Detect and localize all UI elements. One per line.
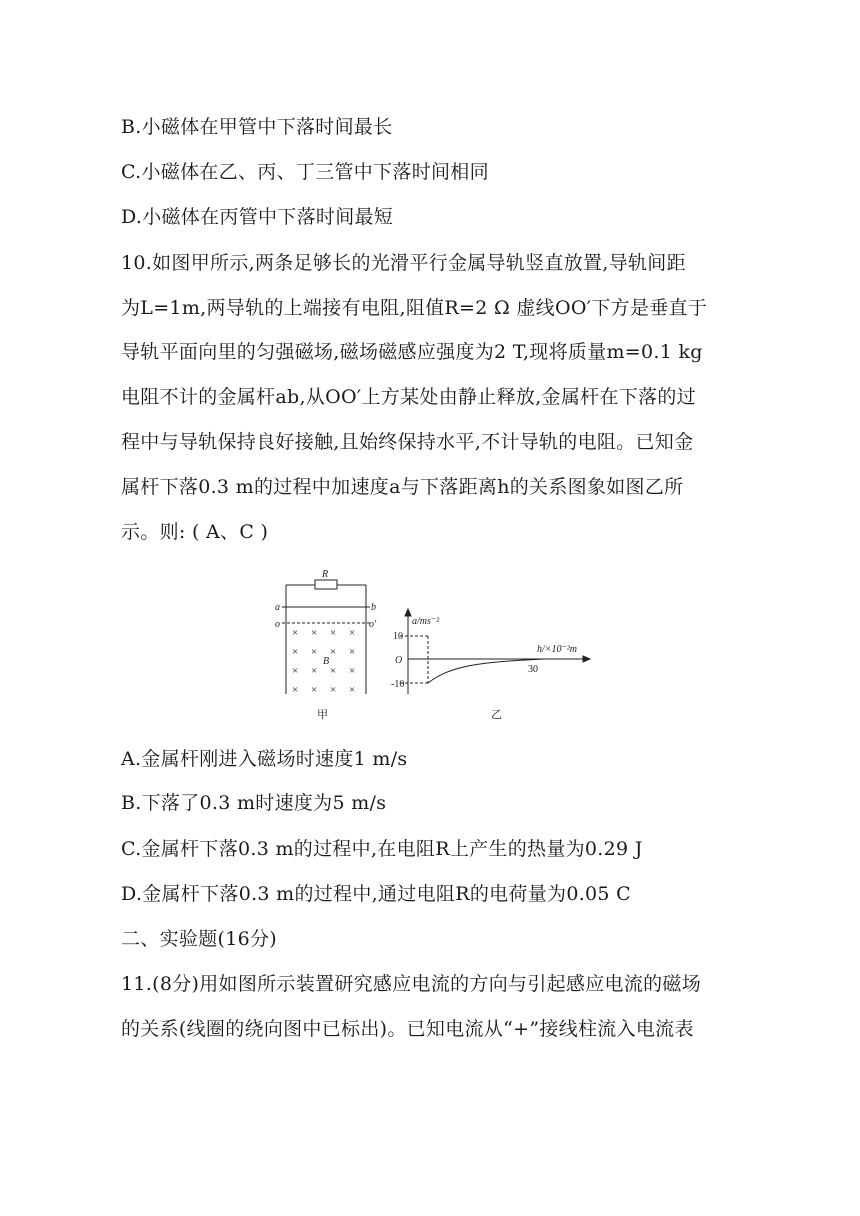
question-11-line-2: 的关系(线圈的绕向图中已标出)。已知电流从“+”接线柱流入电流表 — [121, 1018, 694, 1040]
field-cross: × — [311, 665, 318, 677]
question-10-line-6: 属杆下落0.3 m的过程中加速度a与下落距离h的关系图象如图乙所 — [121, 476, 684, 498]
option-b-q10: B.下落了0.3 m时速度为5 m/s — [121, 792, 387, 814]
caption-yi: 乙 — [491, 709, 502, 721]
section-2-heading: 二、实验题(16分) — [121, 928, 278, 950]
field-cross: × — [330, 627, 337, 639]
x-axis-label: h/×10⁻²m — [537, 644, 578, 655]
field-cross: × — [330, 684, 337, 696]
x-tick-30: 30 — [528, 664, 538, 675]
question-10-line-2: 为L=1m,两导轨的上端接有电阻,阻值R=2 Ω 虚线OO′下方是垂直于 — [121, 297, 708, 319]
label-B: B — [323, 656, 330, 667]
option-c-q9: C.小磁体在乙、丙、丁三管中下落时间相同 — [121, 161, 489, 183]
field-cross: × — [330, 646, 337, 658]
field-cross: × — [292, 646, 299, 658]
field-cross: × — [311, 684, 318, 696]
question-10-line-5: 程中与导轨保持良好接触,且始终保持水平,不计导轨的电阻。已知金 — [121, 431, 694, 453]
question-10-line-1: 10.如图甲所示,两条足够长的光滑平行金属导轨竖直放置,导轨间距 — [121, 252, 686, 274]
question-11-line-1: 11.(8分)用如图所示装置研究感应电流的方向与引起感应电流的磁场 — [121, 973, 702, 995]
question-10-line-7: 示。则: ( A、C ) — [121, 521, 269, 543]
y-tick-10: 10 — [393, 631, 403, 642]
question-10-line-3: 导轨平面向里的匀强磁场,磁场磁感应强度为2 T,现将质量m=0.1 kg — [121, 341, 703, 363]
label-o-prime: o′ — [369, 619, 377, 630]
label-a: a — [275, 602, 280, 613]
field-cross: × — [330, 665, 337, 677]
y-axis-label: a/ms⁻² — [412, 616, 440, 627]
question-10-figure — [270, 560, 600, 725]
field-cross: × — [311, 627, 318, 639]
field-cross: × — [349, 627, 356, 639]
question-10-line-4: 电阻不计的金属杆ab,从OO′上方某处由静止释放,金属杆在下落的过 — [121, 386, 696, 408]
field-cross: × — [311, 646, 318, 658]
option-d-q9: D.小磁体在丙管中下落时间最短 — [121, 206, 394, 228]
field-cross: × — [349, 665, 356, 677]
field-cross: × — [349, 684, 356, 696]
resistor — [315, 580, 337, 589]
field-cross: × — [292, 684, 299, 696]
label-b: b — [371, 602, 376, 613]
caption-jia: 甲 — [317, 709, 328, 721]
label-o: o — [275, 619, 280, 630]
field-cross: × — [292, 627, 299, 639]
option-a-q10: A.金属杆刚进入磁场时速度1 m/s — [121, 748, 408, 770]
origin-label: O — [395, 655, 403, 666]
option-d-q10: D.金属杆下落0.3 m的过程中,通过电阻R的电荷量为0.05 C — [121, 883, 631, 905]
label-R: R — [322, 569, 329, 580]
field-cross: × — [349, 646, 356, 658]
option-c-q10: C.金属杆下落0.3 m的过程中,在电阻R上产生的热量为0.29 J — [121, 838, 643, 860]
option-b-q9: B.小磁体在甲管中下落时间最长 — [121, 116, 393, 138]
y-tick-neg10: -10 — [391, 679, 405, 690]
field-cross: × — [292, 665, 299, 677]
